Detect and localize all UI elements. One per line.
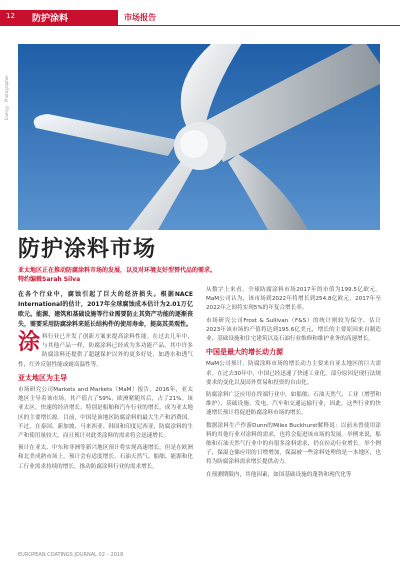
header-rule <box>118 10 400 26</box>
paragraph-text: 料行业已开发了创新方案来提高涂料性能。在过去几年中，与其他产品一样，防腐涂料已经成为多功能产品，其中许多防腐涂料还提供了超越保护以外的更多好处，如透水和透气性，红外反射性能或耐高温性等。 <box>18 334 193 368</box>
body-paragraph: 在预测期限内，其他因素，如国基础设施的蓬勃和现代化等 <box>206 471 352 478</box>
body-paragraph: 数据涂料生产作游Dunn的Miles Buckhurst解释说：以前未曾使用涂料的其他行业对涂料的需求，也将会促进该市场的发展。举例来说，船舶和石油天然气行业中的有很多涂料需求，仍在拉动行业增长。举个例子，保温仓储应用的日增增加，保温被一些涂料处理的是一本地区，也将为防腐涂料需求增长提供动力。 <box>206 422 381 466</box>
wind-turbine-photo <box>18 44 380 230</box>
body-paragraph: 从数字上来看，全球防腐涂料市场2017年的市值为199.5亿欧元。MaM公司认为，该市场到2022年将增长到254.8亿欧元，2017年至2022年之间将实现5%的年复合增长率。 <box>206 287 381 312</box>
page-footer: EUROPEAN COATINGS JOURNAL 02 – 2018 <box>18 552 124 558</box>
section-heading: 亚太地区为主导 <box>18 373 67 382</box>
article-title: 防护涂料市场 <box>18 237 157 262</box>
page-header <box>0 0 400 28</box>
article-subtitle <box>18 266 218 284</box>
section-label: 防护涂料 <box>32 14 69 24</box>
wind-turbine-illustration <box>18 44 380 230</box>
body-paragraph: MaM公司预计，防腐涂料市场的增长动力主要来自亚太地区的巨大需求。在过去30年中，中国已经迅速了快速工业化。部分原因是现行法规要求的变化以及国外贸易和投资的自由化。 <box>206 361 381 386</box>
left-column <box>18 290 193 475</box>
photo-credit: Energy · Photographer <box>4 74 9 120</box>
lead-paragraph: 在各个行业中，腐蚀引起了巨大的经济损失。根据NACE International的估计，2017年全球腐蚀成本估计为2.01万亿欧元。能源、建筑和基础设施等行业需要防止其资产功能的逐渐丧失，需要采用防腐涂料来延长结构件的使用寿命，提高其美观性。 <box>18 291 193 328</box>
body-paragraph: 预计在亚太、中东和非洲等新兴地区预计将实现高速增长，但是在欧洲和北美成熟市场上，预计会有适度增长。石油天然气、船舶、能源和化工行业需求持续的增长，推动防腐涂料行业的需求增长。 <box>18 445 193 470</box>
author-byline: 特约编辑Sarah Silva <box>18 276 81 283</box>
body-paragraph <box>18 330 193 370</box>
body-paragraph: 防腐涂料广泛应用在终端行业中，如船舶、石油天然气、工业（增塑和维护）、基础设施、发电、汽车和交通运输行业，因此，这些行业的快速增长预计将促进防腐涂料市场的增长。 <box>206 392 381 417</box>
subtitle-text: 亚太地区正在推动防腐涂料市场的发展，以及对环境友好型替代品的需求。 <box>18 267 217 274</box>
category-label: 市场报告 <box>124 13 156 22</box>
page-number: 12 <box>6 12 15 20</box>
right-column <box>206 286 381 483</box>
section-heading: 中国是最大的增长动力源 <box>206 348 283 357</box>
body-paragraph: 市场研究公司Frost & Sullivan（F&S）的统计则较为保守。估计2023年该市场的产值将达到195.6亿美元，增长的主要原因来自制造业、基础设施和住宅建筑以及石油行业维修和维护业务的高速增长。 <box>206 317 381 343</box>
body-paragraph: 市场研究公司Markets and Markets（MaM）报告，2016年，亚太地区主导着该市场，其产值占了59%，欧洲紧随其后，占了21%。该亚太区，快速的经济增长，特别是船舶和汽车行业的增长，成为亚太地区的主要增长源。目前，中国是该地区防腐涂料的最大生产和消费国。不过，在泰国、新加坡、马来西亚、韩国和印度尼西亚，防腐涂料的生产和使用量较大，而且预计对此类涂料的需求将会迅速增长。 <box>18 387 193 440</box>
drop-cap: 涂 <box>18 330 41 355</box>
